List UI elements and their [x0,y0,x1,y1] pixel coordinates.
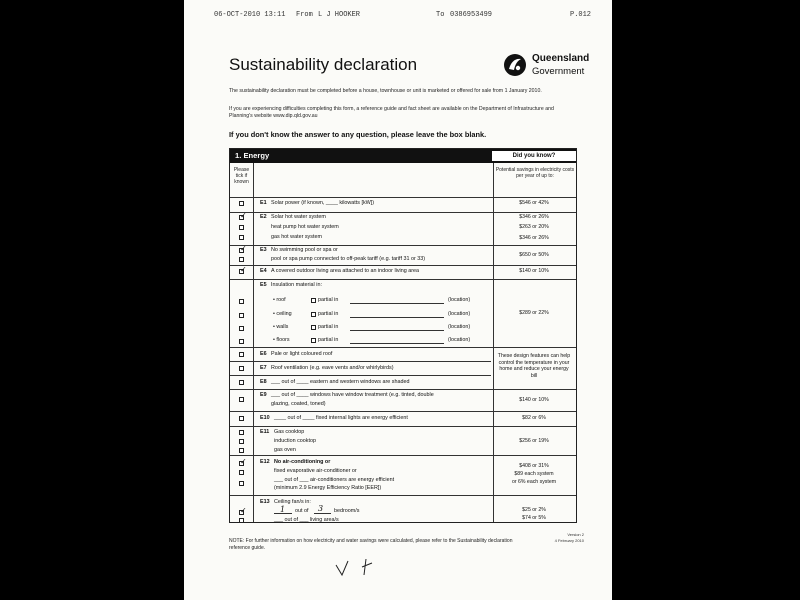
e5-walls-label: • walls [273,324,289,330]
savings-column-header: Potential savings in electricity costs per year of up to: [495,167,575,179]
e2-saving-3: $346 or 26% [519,235,549,241]
e13-saving-2: $74 or 5% [522,515,546,521]
e5-roof-partial-checkbox[interactable] [311,298,316,303]
e13-code: E13 [260,499,270,505]
e7-description: Roof ventilation (e.g. eave vents and/or whirlybirds) [271,365,394,371]
e4-code: E4 [260,268,267,274]
e11-checkbox-gas-cooktop[interactable] [239,430,244,435]
e2-line-2: heat pump hot water system [271,224,339,230]
intro-paragraph-2: If you are experiencing difficulties completing this form, a reference guide and fact sheet are available on the Department of Infrastructure and Planning's website www.dip.qld.gov.au [229,106,554,119]
e12-saving-3: or 6% each system [511,479,557,485]
e9-saving: $140 or 10% [519,397,549,403]
e5-checkbox-floors[interactable] [239,339,244,344]
e12-line-1: No air-conditioning or [274,459,331,465]
e13-checkbox-bedrooms[interactable] [239,510,244,515]
e4-description: A covered outdoor living area attached to an indoor living area [271,268,420,274]
e2-checkbox-heat-pump[interactable] [239,225,244,230]
e5-ceiling-partial-label: partial in [318,311,339,317]
e8-description: ___ out of ____ eastern and western windows are shaded [271,379,410,385]
fax-to-number: 0386953499 [450,11,493,19]
e11-line-2: induction cooktop [274,438,316,444]
e12-line-4: (minimum 2.9 Energy Efficiency Ratio [EER]) [274,485,382,491]
e5-floors-partial-label: partial in [318,337,339,343]
e13-bedroom-count-handwritten[interactable]: 1 [280,505,286,514]
e5-roof-label: • roof [273,297,286,303]
e13-bedrooms-label: bedroom/s [334,508,360,514]
e11-line-1: Gas cooktop [274,429,305,435]
e5-checkbox-roof[interactable] [239,299,244,304]
fax-date-time: 06-OCT-2010 13:11 [214,11,286,19]
fax-from-label: From [296,11,313,19]
design-features-note: These design features can help control the temperature in your home and reduce your energy bill [497,353,571,379]
e5-walls-location-label: (location) [448,324,471,330]
row-divider [230,347,576,348]
e5-roof-location-field[interactable] [350,303,444,304]
e3-code: E3 [260,247,267,253]
e5-ceiling-location-field[interactable] [350,317,444,318]
row-divider [230,375,491,376]
fax-to-label: To [436,11,445,19]
e11-checkbox-gas-oven[interactable] [239,448,244,453]
e5-ceiling-location-label: (location) [448,311,471,317]
e11-line-3: gas oven [274,447,296,453]
e12-saving-1: $408 or 31% [519,463,549,469]
e12-line-3: ___ out of ___ air-conditioners are energy efficient [274,477,395,483]
e9-line-1: ___ out of ____ windows have window treatment (e.g. tinted, double [271,392,434,398]
e5-roof-location-label: (location) [448,297,471,303]
e3-checkbox-no-pool[interactable] [239,248,244,253]
queensland-government-logo [500,52,600,80]
e1-saving: $546 or 42% [519,200,549,206]
e12-checkbox-no-ac[interactable] [239,461,244,466]
blank-box-notice: If you don't know the answer to any question, please leave the box blank. [229,130,487,139]
e5-walls-location-field[interactable] [350,330,444,331]
e5-ceiling-label: • ceiling [273,311,292,317]
fax-page [184,0,612,600]
e5-floors-location-label: (location) [448,337,471,343]
column-divider [253,163,254,522]
document-title: Sustainability declaration [229,55,418,74]
e2-checkbox-solar[interactable] [239,215,244,220]
fax-from-name: L J HOOKER [318,11,361,19]
e8-checkbox[interactable] [239,380,244,385]
row-divider [230,265,576,266]
fax-page-number: P.012 [570,11,592,19]
e3-line-2: pool or spa pump connected to off-peak tariff (e.g. tariff 31 or 33) [271,256,426,262]
energy-table [229,148,577,523]
e1-checkbox[interactable] [239,201,244,206]
e10-code: E10 [260,415,270,421]
signature-initials-icon [334,555,394,577]
e13-out-of-label: out of [295,508,309,514]
e5-walls-partial-label: partial in [318,324,339,330]
row-divider [230,411,576,412]
e7-code: E7 [260,365,267,371]
e2-code: E2 [260,214,267,220]
e12-saving-2: $89 each system [514,471,554,477]
footnote: NOTE: For further information on how electricity and water savings were calculated, please refer to the Sustainability declaration reference guide. [229,538,513,551]
e2-saving-1: $346 or 26% [519,214,549,220]
row-divider [230,426,576,427]
e1-description: Solar power (if known, ____ kilowatts [kW]) [271,200,375,206]
row-divider [230,455,576,456]
e5-floors-location-field[interactable] [350,343,444,344]
did-you-know-header: Did you know? [491,151,576,161]
e9-line-2: glazing, coated, toned) [271,401,326,407]
e12-checkbox-efficient[interactable] [239,481,244,486]
e1-code: E1 [260,200,267,206]
row-divider [230,389,576,390]
e11-saving: $256 or 19% [519,438,549,444]
section-title: 1. Energy [235,151,270,160]
row-divider [230,212,576,213]
e3-checkbox-off-peak[interactable] [239,257,244,262]
e6-description: Pale or light coloured roof [271,351,333,357]
e13-bedroom-total-field [314,513,331,514]
row-divider [230,245,576,246]
e13-bedroom-count-field [274,513,292,514]
e5-checkbox-ceiling[interactable] [239,313,244,318]
version-date: 4 February 2010 [554,537,584,543]
e5-heading: Insulation material in: [271,282,322,288]
e13-line-3: ___ out of ___ living area/s [274,517,339,523]
e12-checkbox-evaporative[interactable] [239,470,244,475]
e12-code: E12 [260,459,270,465]
e3-line-1: No swimming pool or spa or [271,247,338,253]
e12-line-2: fixed evaporative air-conditioner or [274,468,357,474]
version-number: Version 2 [567,532,584,537]
e10-saving: $82 or 6% [522,415,546,421]
e5-ceiling-partial-checkbox[interactable] [311,312,316,317]
row-divider [230,361,491,362]
e5-saving: $289 or 22% [519,310,549,316]
e10-description: ____ out of ____ fixed internal lights are energy efficient [274,415,408,421]
row-divider [230,495,576,496]
logo-text-queensland: Queensland [532,53,590,64]
e8-code: E8 [260,379,267,385]
queensland-crest-icon [502,52,528,78]
e13-saving-1: $25 or 2% [522,507,546,513]
e10-checkbox[interactable] [239,416,244,421]
e11-checkbox-induction[interactable] [239,439,244,444]
e6-checkbox[interactable] [239,352,244,357]
e9-checkbox[interactable] [239,397,244,402]
e5-roof-partial-label: partial in [318,297,339,303]
e3-saving: $650 or 50% [519,252,549,258]
e2-line-3: gas hot water system [271,234,322,240]
e4-saving: $140 or 10% [519,268,549,274]
e5-floors-label: • floors [273,337,290,343]
e5-checkbox-walls[interactable] [239,326,244,331]
e4-checkbox[interactable] [239,269,244,274]
e5-code: E5 [260,282,267,288]
e11-code: E11 [260,429,270,435]
e9-code: E9 [260,392,267,398]
e2-line-1: Solar hot water system [271,214,326,220]
e13-heading: Ceiling fan/s in: [274,499,311,505]
row-divider [230,197,576,198]
logo-text-government: Government [532,66,585,77]
e6-code: E6 [260,351,267,357]
e2-checkbox-gas[interactable] [239,235,244,240]
version-info [534,532,584,543]
row-divider [230,279,576,280]
e13-checkbox-living[interactable] [239,518,244,523]
e13-bedroom-total-handwritten[interactable]: 3 [318,504,324,513]
e7-checkbox[interactable] [239,366,244,371]
e5-floors-partial-checkbox[interactable] [311,338,316,343]
energy-section-header [230,149,576,163]
e2-saving-2: $263 or 20% [519,224,549,230]
intro-paragraph-1: The sustainability declaration must be completed before a house, townhouse or unit is marketed or offered for sale from 1 January 2010. [229,88,542,94]
tick-column-header: Please tick if known [233,167,250,185]
e5-walls-partial-checkbox[interactable] [311,325,316,330]
